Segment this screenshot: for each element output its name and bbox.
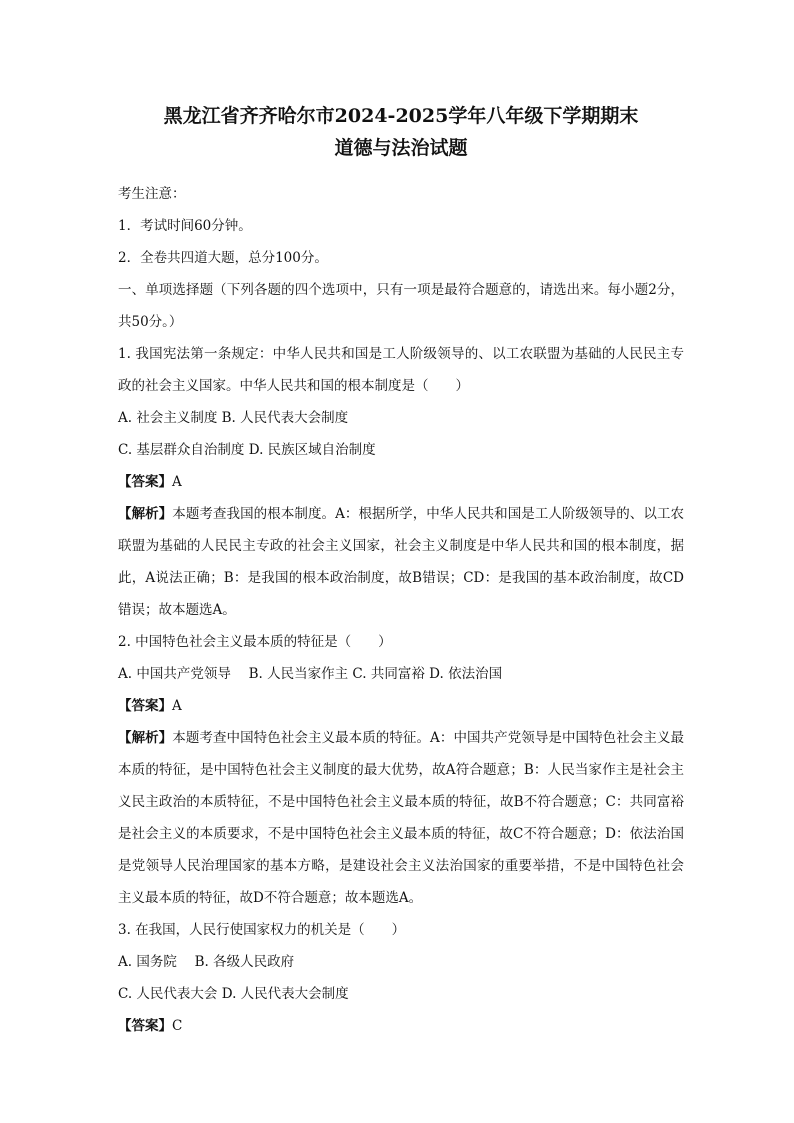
exam-title-line1: 黑龙江省齐齐哈尔市2024-2025学年八年级下学期期末: [163, 105, 639, 127]
analysis-label: 【解析】: [118, 506, 173, 522]
answer-label: 【答案】: [118, 474, 172, 490]
analysis-text: 本题考查中国特色社会主义最本质的特征。A：中国共产党领导是中国特色社会主义最本质的特征，是中国特色社会主义制度的最大优势，故A符合题意；B：人民当家作主是社会主义民主政治的本质特征，不是中国特色社会主义最本质的特征，故B不符合题意；C：共同富裕是社会主义的本质要求，不是中国特色社会主义最本质的特征，故C不符合题意；D：依法治国是党领导人民治理国家的基本方略，是建设社会主义法治国家的重要举措，不是中国特色社会主义最本质的特征，故D不符合题意；故本题选A。: [118, 730, 685, 906]
answer-value: C: [172, 1018, 183, 1034]
answer-label: 【答案】: [118, 1018, 172, 1034]
question-3-options-cd: C. 人民代表大会 D. 人民代表大会制度: [118, 986, 349, 1002]
answer-value: A: [172, 698, 182, 714]
answer-label: 【答案】: [118, 698, 172, 714]
question-2-answer: [118, 690, 684, 722]
question-2-options: A. 中国共产党领导 B. 人民当家作主 C. 共同富裕 D. 依法治国: [118, 666, 503, 682]
analysis-label: 【解析】: [118, 730, 173, 746]
question-1-analysis: [118, 498, 684, 626]
notice-item-1: 1．考试时间60分钟。: [118, 218, 252, 234]
question-3-options-ab: A. 国务院 B. 各级人民政府: [118, 954, 295, 970]
notice-header: 考生注意：: [118, 186, 186, 202]
question-1-options-cd: C. 基层群众自治制度 D. 民族区域自治制度: [118, 442, 376, 458]
question-3-answer: [118, 1010, 684, 1042]
question-1-answer: [118, 466, 684, 498]
question-1-options-ab: A. 社会主义制度 B. 人民代表大会制度: [118, 410, 349, 426]
question-1-stem: 1. 我国宪法第一条规定：中华人民共和国是工人阶级领导的、以工农联盟为基础的人民民主专政的社会主义国家。中华人民共和国的根本制度是（ ）: [118, 346, 684, 394]
notice-item-2: 2．全卷共四道大题，总分100分。: [118, 250, 328, 266]
question-2-analysis: [118, 722, 684, 914]
question-3-stem: 3. 在我国，人民行使国家权力的机关是（ ）: [118, 922, 406, 938]
question-2-stem: 2. 中国特色社会主义最本质的特征是（ ）: [118, 634, 392, 650]
exam-title-line2: 道德与法治试题: [334, 137, 468, 159]
answer-value: A: [172, 474, 182, 490]
analysis-text: 本题考查我国的根本制度。A：根据所学，中华人民共和国是工人阶级领导的、以工农联盟为基础的人民民主专政的社会主义国家，社会主义制度是中华人民共和国的根本制度，据此，A说法正确；B：是我国的根本政治制度，故B错误；CD：是我国的基本政治制度，故CD错误；故本题选A。: [118, 506, 685, 618]
section-1-heading: 一、单项选择题（下列各题的四个选项中，只有一项是最符合题意的，请选出来。每小题2分，共50分。）: [118, 282, 684, 330]
